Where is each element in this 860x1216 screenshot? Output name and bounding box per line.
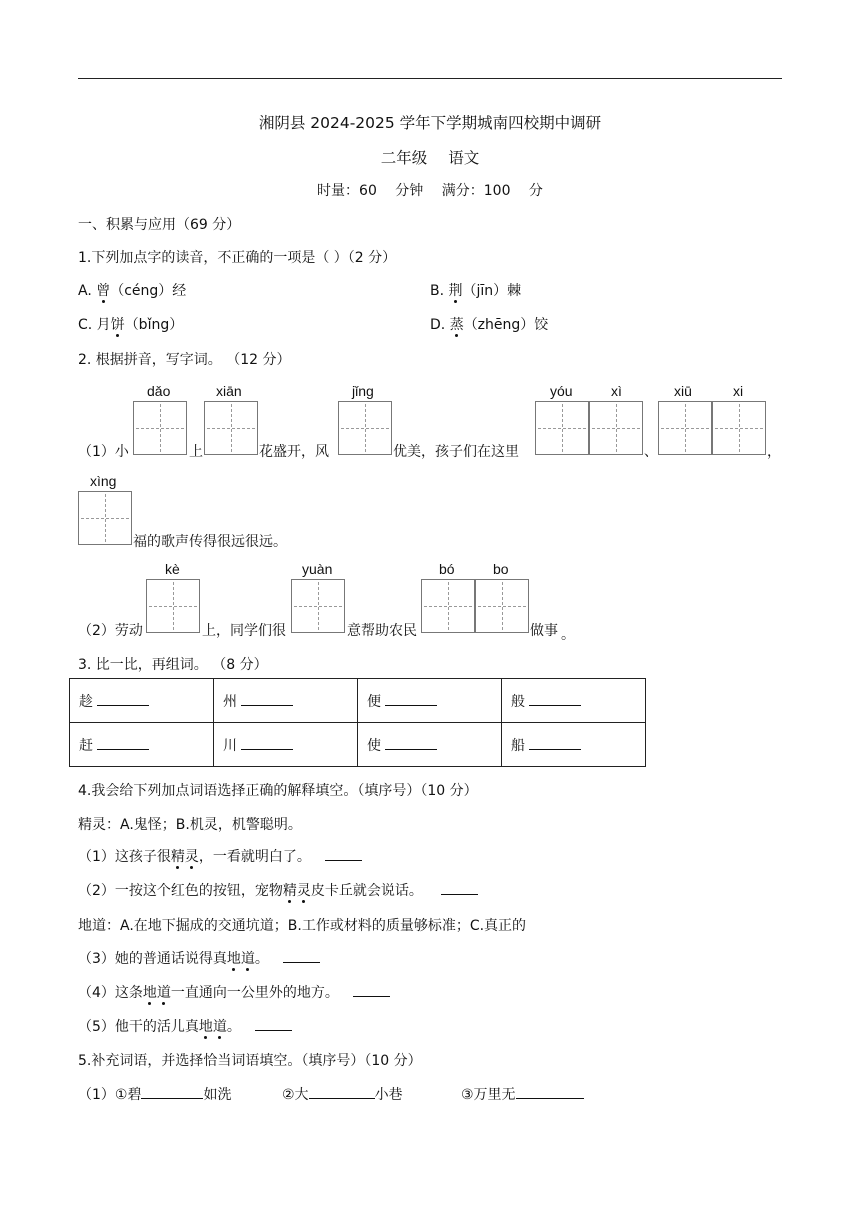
answer-blank[interactable]	[309, 1084, 375, 1099]
q1-option-d[interactable]	[430, 314, 548, 334]
q4-item: （4）这条地道一直通向一公里外的地方。	[78, 982, 390, 1002]
q1-option-a[interactable]	[78, 280, 186, 300]
sentence-text: 意帮助农民	[347, 623, 417, 639]
definition: 地道：A.在地下掘成的交通坑道；B.工作或材料的质量够标准；C.真正的	[78, 918, 527, 934]
q4-item: （5）他干的活儿真地道。	[78, 1016, 292, 1036]
pinyin: yóu	[550, 383, 573, 399]
table-cell[interactable]: 州	[214, 679, 358, 723]
sentence-text: 上，同学们很	[202, 623, 286, 639]
table-cell[interactable]: 船	[502, 723, 646, 767]
dotted-char: 道	[156, 985, 171, 1001]
pinyin: xì	[611, 383, 622, 399]
option-d-label: D.	[430, 317, 446, 333]
option-b-label: B.	[430, 283, 445, 299]
dotted-char: 灵	[296, 883, 311, 899]
q4-item: （3）她的普通话说得真地道。	[78, 948, 320, 968]
dotted-char: 地	[198, 1019, 213, 1035]
top-rule	[78, 78, 782, 79]
writing-grid[interactable]	[658, 401, 712, 455]
sentence-text: ，	[767, 444, 781, 460]
q1-option-b[interactable]	[430, 280, 521, 300]
pinyin: xiū	[674, 383, 692, 399]
dotted-char: 饼	[110, 317, 125, 333]
pinyin: bo	[493, 561, 509, 577]
writing-grid[interactable]	[475, 579, 529, 633]
pinyin: kè	[165, 561, 180, 577]
writing-grid[interactable]	[133, 401, 187, 455]
q5-option: ②大 小巷	[282, 1084, 403, 1104]
dotted-char: 道	[212, 1019, 227, 1035]
answer-blank[interactable]	[141, 1084, 203, 1099]
answer-blank[interactable]	[516, 1084, 584, 1099]
q5-line: （1）①碧 如洗	[78, 1084, 231, 1104]
writing-grid[interactable]	[78, 491, 132, 545]
option-a-rest: （céng）经	[110, 283, 187, 299]
pinyin: xiān	[216, 383, 242, 399]
answer-blank[interactable]	[353, 982, 390, 997]
q2-stem: 2. 根据拼音，写字词。 （12 分）	[78, 352, 291, 368]
answer-blank[interactable]	[325, 846, 362, 861]
compare-table	[69, 678, 646, 767]
answer-blank[interactable]	[283, 948, 320, 963]
section-heading: 一、积累与应用（69 分）	[78, 217, 241, 233]
pinyin: xi	[733, 383, 744, 399]
option-c-label: C. 月	[78, 317, 111, 333]
writing-grid[interactable]	[421, 579, 475, 633]
option-d-rest: （zhēng）饺	[463, 317, 549, 333]
dotted-char: 曾	[96, 283, 111, 299]
answer-blank[interactable]	[441, 880, 478, 895]
writing-grid[interactable]	[204, 401, 258, 455]
pinyin: bó	[439, 561, 455, 577]
table-row	[70, 723, 646, 767]
option-a-label: A.	[78, 283, 92, 299]
writing-grid[interactable]	[338, 401, 392, 455]
q4-item: （1）这孩子很精灵，一看就明白了。	[78, 846, 362, 866]
dotted-char: 地	[226, 951, 241, 967]
writing-grid[interactable]	[291, 579, 345, 633]
definition: 精灵：A.鬼怪；B.机灵，机警聪明。	[78, 817, 302, 833]
q4-item: （2）一按这个红色的按钮，宠物精灵皮卡丘就会说话。	[78, 880, 478, 900]
sentence-text: 上	[189, 444, 203, 460]
sentence-text: 做事	[530, 623, 558, 639]
dotted-char: 道	[240, 951, 255, 967]
exam-title: 湘阴县 2024-2025 学年下学期城南四校期中调研	[258, 114, 602, 132]
sentence-text: （2）劳动	[78, 623, 143, 639]
q4-stem: 4.我会给下列加点词语选择正确的解释填空。（填序号）（10 分）	[78, 783, 478, 799]
sentence-text: 。	[561, 627, 575, 643]
pinyin: dǎo	[147, 383, 171, 399]
dotted-char: 灵	[184, 849, 199, 865]
q1-option-c[interactable]	[78, 314, 183, 334]
writing-grid[interactable]	[535, 401, 589, 455]
sentence-text: （1）小	[78, 444, 129, 460]
dotted-char: 蒸	[449, 317, 464, 333]
table-cell[interactable]: 赶	[70, 723, 214, 767]
writing-grid[interactable]	[712, 401, 766, 455]
pinyin: jǐng	[352, 383, 374, 399]
pinyin: yuàn	[302, 561, 333, 577]
answer-blank[interactable]	[255, 1016, 292, 1031]
pinyin: xìng	[90, 473, 117, 489]
dotted-char: 地	[142, 985, 157, 1001]
option-c-rest: （bǐng）	[124, 317, 184, 333]
sentence-text: 福的歌声传得很远很远。	[133, 534, 287, 550]
dotted-char: 荆	[448, 283, 463, 299]
writing-grid[interactable]	[146, 579, 200, 633]
option-b-rest: （jīn）棘	[462, 283, 522, 299]
q1-stem: 1.下列加点字的读音，不正确的一项是（ ）（2 分）	[78, 250, 397, 266]
q5-option: ③万里无	[461, 1084, 584, 1104]
table-cell[interactable]: 使	[358, 723, 502, 767]
dotted-char: 精	[282, 883, 297, 899]
sentence-text: 优美，孩子们在这里	[393, 444, 519, 460]
table-cell[interactable]: 般	[502, 679, 646, 723]
table-row	[70, 679, 646, 723]
q3-stem: 3. 比一比，再组词。 （8 分）	[78, 657, 268, 673]
time-score: 时量：60 分钟 满分：100 分	[317, 183, 543, 199]
table-cell[interactable]: 便	[358, 679, 502, 723]
dotted-char: 精	[170, 849, 185, 865]
writing-grid[interactable]	[589, 401, 643, 455]
sentence-text: 、	[644, 444, 658, 460]
q5-stem: 5.补充词语，并选择恰当词语填空。（填序号）（10 分）	[78, 1053, 422, 1069]
table-cell[interactable]: 趁	[70, 679, 214, 723]
table-cell[interactable]: 川	[214, 723, 358, 767]
sentence-text: 花盛开，风	[259, 444, 329, 460]
grade-subject: 二年级 语文	[380, 149, 480, 167]
